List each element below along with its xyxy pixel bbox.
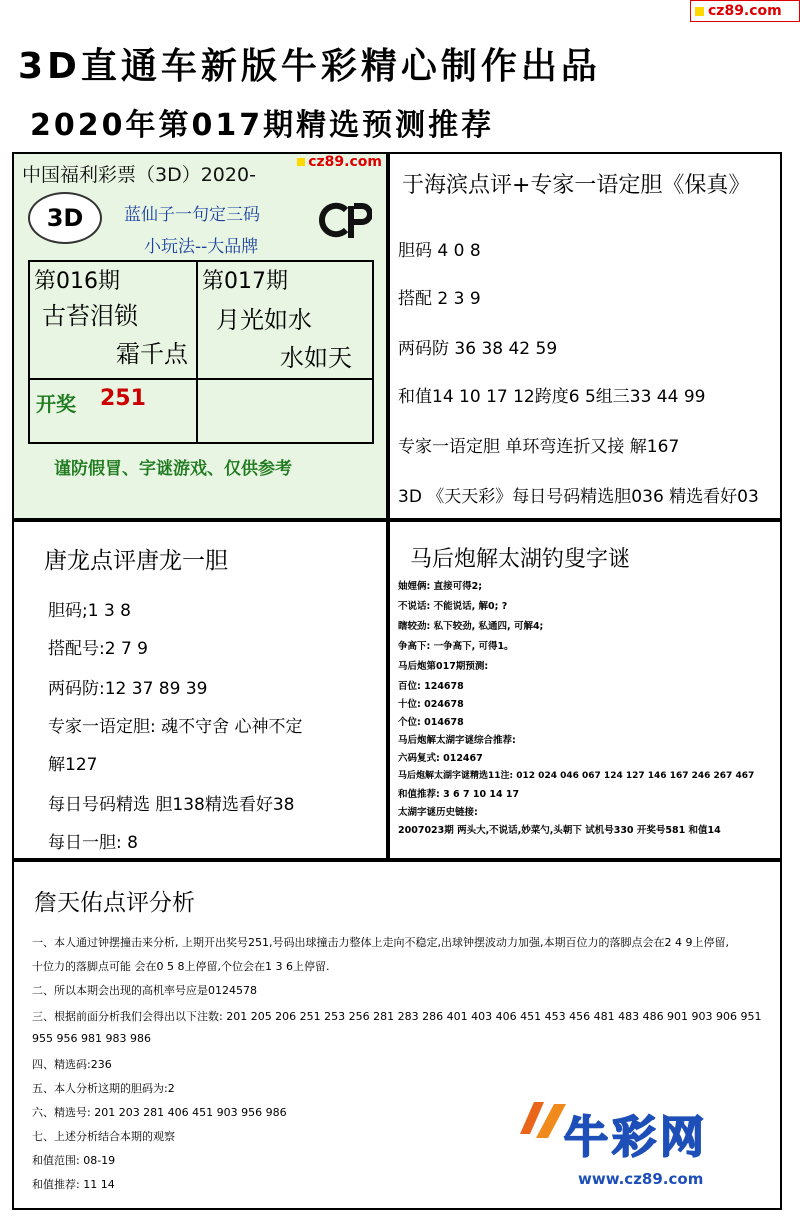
- card-site-link[interactable]: [297, 154, 382, 170]
- lottery-card: [12, 152, 388, 520]
- panel-line: 和值14 10 17 12跨度6 5组三33 44 99: [398, 387, 706, 407]
- panel-title: 马后炮解太湖钓叟字谜: [410, 547, 631, 572]
- panel-line: 马后炮解太湖字谜综合推荐:: [398, 735, 516, 746]
- square-icon: [297, 158, 305, 166]
- card-slogan-2: 小玩法--大品牌: [144, 237, 259, 257]
- panel-line: 和值推荐: 11 14: [32, 1178, 115, 1191]
- panel-line: 955 956 981 983 986: [32, 1032, 151, 1045]
- panel-line: 胆码 4 0 8: [398, 241, 481, 261]
- panel-line: 瞎较劲: 私下较劲, 私通四, 可解4;: [398, 621, 544, 632]
- panel-line: 太湖字谜历史链接:: [398, 807, 478, 818]
- card-slogan-1: 蓝仙子一句定三码: [124, 205, 260, 225]
- 3d-logo-icon: 3D: [28, 192, 102, 244]
- grid-divider: [30, 378, 372, 380]
- panel-line: 四、精选码:236: [32, 1058, 112, 1071]
- panel-line: 3D 《天天彩》每日号码精选胆036 精选看好03: [398, 487, 759, 507]
- riddle-prev-line1: 古苔泪锁: [42, 302, 138, 330]
- panel-line: 胆码;1 3 8: [48, 601, 131, 621]
- card-site-text: cz89.com: [308, 154, 382, 170]
- square-icon: [695, 7, 704, 16]
- panel-line: 专家一语定胆 单环弯连折又接 解167: [398, 437, 680, 457]
- riddle-grid: [28, 260, 374, 444]
- expert-panel-tanglong: [12, 520, 388, 860]
- expert-panel-mahoupao: [388, 520, 782, 860]
- analysis-panel-zhantianyou: [12, 860, 782, 1210]
- draw-result-label: 开奖: [36, 392, 76, 416]
- panel-line: 搭配 2 3 9: [398, 289, 481, 309]
- panel-line: 一、本人通过钟摆撞击来分析, 上期开出奖号251,号码出球撞击力整体上走向不稳定,出球钟摆波动力加强,本期百位力的落脚点会在2 4 9上停留,: [32, 936, 729, 949]
- panel-line: 每日号码精选 胆138精选看好38: [48, 795, 295, 815]
- cp-logo-icon: [318, 198, 372, 242]
- panel-line: 两码防:12 37 89 39: [48, 679, 208, 699]
- panel-line: 十位力的落脚点可能 会在0 5 8上停留,个位会在1 3 6上停留.: [32, 960, 330, 973]
- panel-line: 马后炮解太湖字谜精选11注: 012 024 046 067 124 127 146 167 246 267 467: [398, 771, 755, 781]
- panel-line: 和值推荐: 3 6 7 10 14 17: [398, 789, 520, 800]
- panel-line: 五、本人分析这期的胆码为:2: [32, 1082, 175, 1095]
- panel-line: 二、所以本期会出现的高机率号应是0124578: [32, 984, 257, 997]
- panel-title: 詹天佑点评分析: [34, 890, 195, 916]
- brand-url-text: www.cz89.com: [578, 1170, 704, 1188]
- site-badge[interactable]: [690, 0, 800, 22]
- panel-line: 争高下: 一争高下, 可得1。: [398, 641, 514, 652]
- riddle-prev-line2: 霜千点: [116, 340, 188, 368]
- panel-line: 搭配号:2 7 9: [48, 639, 148, 659]
- page-title: 3D直通车新版牛彩精心制作出品: [18, 46, 601, 87]
- riddle-cur-line2: 水如天: [280, 344, 352, 372]
- period-prev-label: 第016期: [34, 269, 120, 294]
- riddle-cur-line1: 月光如水: [216, 306, 312, 334]
- panel-line: 十位: 024678: [398, 699, 464, 710]
- panel-line: 马后炮第017期预测:: [398, 661, 489, 672]
- panel-line: 两码防 36 38 42 59: [398, 339, 558, 359]
- card-heading: 中国福利彩票（3D）2020-: [22, 164, 256, 186]
- panel-line: 和值范围: 08-19: [32, 1154, 116, 1167]
- period-cur-label: 第017期: [202, 269, 288, 294]
- panel-line: 七、上述分析结合本期的观察: [32, 1130, 175, 1143]
- panel-line: 专家一语定胆: 魂不守舍 心神不定: [48, 717, 303, 737]
- card-disclaimer: 谨防假冒、字谜游戏、仅供参考: [54, 459, 292, 479]
- panel-line: 每日一胆: 8: [48, 833, 138, 853]
- panel-line: 个位: 014678: [398, 717, 464, 728]
- panel-line: 2007023期 两头大,不说话,妙菜勺,头朝下 试机号330 开奖号581 和值14: [398, 825, 721, 836]
- panel-line: 妯娌俩: 直接可得2;: [398, 581, 483, 592]
- expert-panel-yuhaibin: [388, 152, 782, 520]
- panel-title: 唐龙点评唐龙一胆: [44, 548, 228, 574]
- panel-line: 六、精选号: 201 203 281 406 451 903 956 986: [32, 1106, 287, 1119]
- grid-divider: [196, 262, 198, 442]
- brand-name-text: 牛彩网: [564, 1112, 708, 1163]
- panel-line: 解127: [48, 755, 98, 775]
- niucai-brand-logo: [514, 1094, 754, 1194]
- draw-result-value: 251: [100, 386, 146, 411]
- panel-line: 百位: 124678: [398, 681, 464, 692]
- panel-line: 三、根据前面分析我们会得出以下注数: 201 205 206 251 253 256 281 283 286 401 403 406 451 453 456 481 483 486 901 903 906 951: [32, 1010, 762, 1023]
- panel-title: 于海滨点评+专家一语定胆《保真》: [402, 173, 751, 198]
- site-badge-text: cz89.com: [708, 3, 782, 19]
- panel-line: 六码复式: 012467: [398, 753, 483, 764]
- page-subtitle: 2020年第017期精选预测推荐: [30, 108, 495, 143]
- panel-line: 不说话: 不能说话, 解0; ?: [398, 601, 508, 612]
